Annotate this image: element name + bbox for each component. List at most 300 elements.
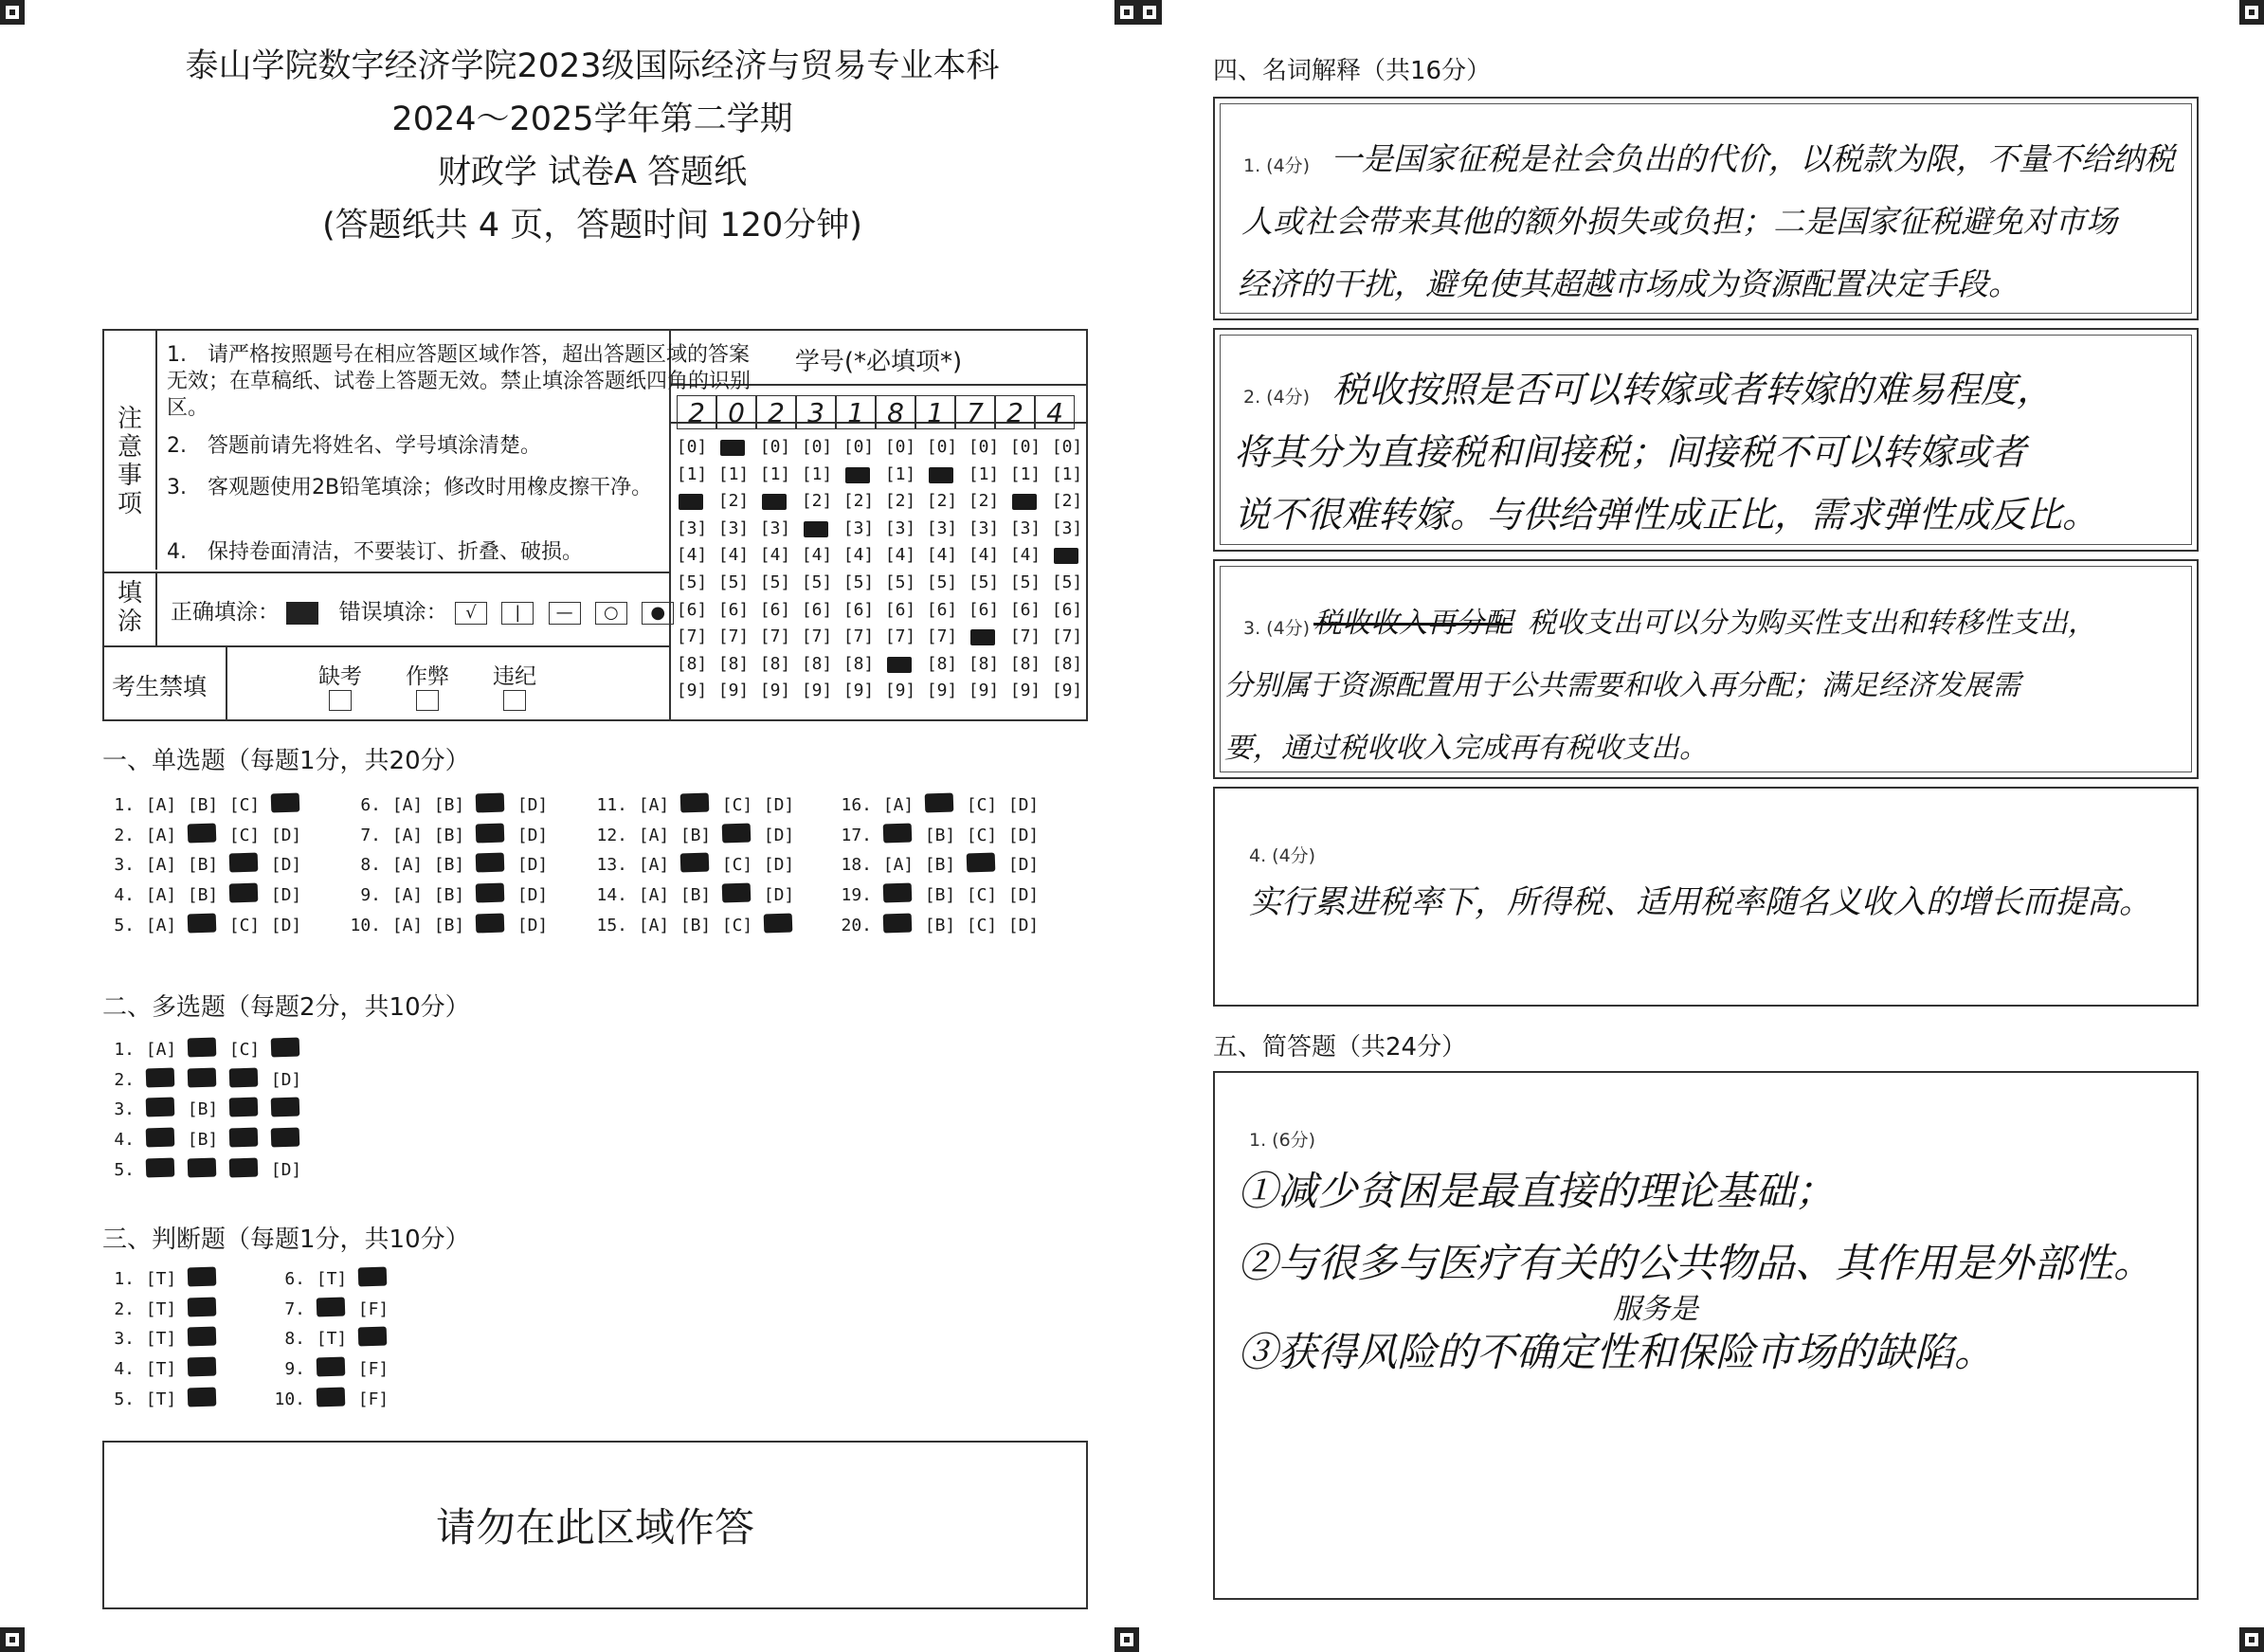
- answer-bubble[interactable]: [265, 1099, 307, 1119]
- answer-bubble[interactable]: [182, 1070, 224, 1090]
- answer-bubble[interactable]: [C]: [228, 1040, 261, 1061]
- student-id-bubble[interactable]: [0]: [842, 437, 875, 457]
- student-id-bubble[interactable]: [9]: [676, 681, 708, 701]
- student-id-bubble[interactable]: [2]: [926, 491, 958, 512]
- answer-bubble[interactable]: [T]: [316, 1269, 348, 1290]
- answer-bubble[interactable]: [716, 885, 758, 905]
- single-question-row: [832, 821, 1044, 851]
- title-line-3: 财政学 试卷A 答题纸: [437, 154, 748, 191]
- answer-bubble[interactable]: [182, 1329, 224, 1349]
- question-number: 3.: [114, 855, 135, 876]
- answer-bubble[interactable]: [182, 1269, 224, 1289]
- student-id-bubble[interactable]: [9]: [1051, 681, 1083, 701]
- student-id-bubble[interactable]: [3]: [1051, 517, 1083, 538]
- student-id-bubble[interactable]: [3]: [759, 517, 791, 538]
- student-id-bubble[interactable]: [4]: [926, 545, 958, 566]
- question-number: 2.: [114, 1069, 135, 1090]
- student-id-bubble[interactable]: [3]: [676, 517, 708, 538]
- answer-bubble[interactable]: [D]: [516, 915, 549, 935]
- single-question-row: [341, 850, 553, 880]
- multi-column: [95, 1035, 307, 1185]
- answer-bubble[interactable]: [B]: [187, 1099, 219, 1120]
- answer-bubble[interactable]: [C]: [721, 795, 753, 816]
- student-id-bubble[interactable]: [9]: [968, 681, 1000, 701]
- student-id-digit[interactable]: 0: [716, 395, 756, 429]
- student-id-bubble[interactable]: [754, 491, 796, 518]
- student-id-bubble[interactable]: [879, 654, 921, 681]
- question-number: 9.: [360, 885, 381, 906]
- student-id-bubble[interactable]: [5]: [884, 572, 916, 592]
- student-id-bubble-grid[interactable]: [671, 437, 1088, 708]
- student-id-bubble[interactable]: [4]: [717, 545, 750, 566]
- student-id-bubble[interactable]: [4]: [801, 545, 833, 566]
- answer-bubble[interactable]: [878, 885, 919, 905]
- student-id-bubble[interactable]: [7]: [926, 626, 958, 647]
- student-id-bubble[interactable]: [9]: [1009, 681, 1041, 701]
- answer-bubble[interactable]: [B]: [679, 885, 712, 906]
- student-id-bubble[interactable]: [5]: [968, 572, 1000, 592]
- answer-bubble[interactable]: [T]: [145, 1389, 177, 1409]
- answer-bubble[interactable]: [224, 1099, 265, 1119]
- answer-bubble[interactable]: [A]: [145, 825, 177, 845]
- notice-item-2: 2. 答题前请先将姓名、学号填涂清楚。: [167, 434, 541, 458]
- multi-question-row: [95, 1035, 307, 1065]
- answer-bubble[interactable]: [182, 1359, 224, 1379]
- student-id-bubble[interactable]: [5]: [676, 572, 708, 592]
- student-id-bubble[interactable]: [6]: [884, 599, 916, 620]
- notice-item-3: 3. 客观题使用2B铅笔填涂；修改时用橡皮擦干净。: [167, 476, 653, 499]
- answer-bubble[interactable]: [C]: [966, 795, 998, 816]
- answer-bubble[interactable]: [A]: [638, 855, 670, 876]
- answer-bubble[interactable]: [B]: [187, 885, 219, 906]
- absent-checkbox-icon: [329, 690, 352, 711]
- answer-bubble[interactable]: [A]: [391, 915, 424, 935]
- answer-bubble[interactable]: [A]: [391, 825, 424, 845]
- question-number: 11.: [596, 795, 627, 816]
- student-id-bubble[interactable]: [4]: [676, 545, 708, 566]
- answer-bubble[interactable]: [D]: [1007, 915, 1040, 935]
- student-id-digit[interactable]: 4: [1035, 395, 1075, 429]
- student-id-bubble[interactable]: [7]: [801, 626, 833, 647]
- answer-bubble[interactable]: [224, 1070, 265, 1090]
- answer-bubble[interactable]: [D]: [516, 855, 549, 876]
- answer-bubble[interactable]: [470, 795, 512, 815]
- student-id-bubble[interactable]: [2]: [968, 491, 1000, 512]
- student-id-bubble[interactable]: [3]: [1009, 517, 1041, 538]
- question-number: 8.: [284, 1329, 305, 1350]
- student-id-bubble[interactable]: [0]: [759, 437, 791, 457]
- student-id-bubble[interactable]: [4]: [759, 545, 791, 566]
- student-id-bubble[interactable]: [6]: [676, 599, 708, 620]
- student-id-bubble[interactable]: [2]: [717, 491, 750, 512]
- answer-bubble[interactable]: [C]: [721, 855, 753, 876]
- answer-bubble[interactable]: [224, 1130, 265, 1150]
- multi-question-row: [95, 1065, 307, 1096]
- answer-bubble[interactable]: [A]: [145, 915, 177, 935]
- answer-bubble[interactable]: [D]: [516, 885, 549, 906]
- answer-bubble[interactable]: [D]: [763, 825, 795, 845]
- term-1-line-1: 一是国家征税是社会负出的代价，以税款为限，不量不给纳税: [1331, 140, 2175, 177]
- answer-bubble[interactable]: [T]: [145, 1329, 177, 1350]
- student-id-bubble-row: [671, 491, 1088, 518]
- student-id-bubble[interactable]: [7]: [717, 626, 750, 647]
- answer-bubble[interactable]: [A]: [145, 885, 177, 906]
- answer-bubble[interactable]: [265, 795, 307, 815]
- answer-bubble[interactable]: [B]: [433, 855, 465, 876]
- short-1-line-3: ③获得风险的不确定性和保险市场的缺陷。: [1238, 1329, 1995, 1375]
- answer-sheet-page-left: [0, 0, 1118, 1652]
- forbid-violation[interactable]: 违纪: [493, 659, 536, 717]
- answer-bubble[interactable]: [A]: [882, 795, 915, 816]
- forbid-absent[interactable]: 缺考: [318, 659, 362, 717]
- student-id-bubble[interactable]: [1]: [759, 463, 791, 484]
- student-id-bubble-row: [671, 654, 1088, 681]
- answer-bubble[interactable]: [D]: [270, 885, 302, 906]
- answer-bubble[interactable]: [182, 1160, 224, 1180]
- single-question-row: [588, 790, 800, 821]
- student-id-bubble[interactable]: [7]: [1051, 626, 1083, 647]
- student-id-digit[interactable]: 7: [955, 395, 995, 429]
- student-id-bubble[interactable]: [6]: [968, 599, 1000, 620]
- answer-bubble[interactable]: [182, 1389, 224, 1409]
- student-id-bubble[interactable]: [2]: [801, 491, 833, 512]
- answer-bubble[interactable]: [878, 826, 919, 845]
- answer-bubble[interactable]: [140, 1130, 182, 1150]
- answer-bubble[interactable]: [311, 1299, 353, 1319]
- answer-bubble[interactable]: [D]: [1007, 885, 1040, 906]
- student-id-bubble[interactable]: [8]: [1051, 653, 1083, 674]
- answer-bubble[interactable]: [D]: [270, 915, 302, 935]
- student-id-bubble[interactable]: [6]: [759, 599, 791, 620]
- student-id-bubble[interactable]: [0]: [1051, 437, 1083, 457]
- student-id-bubble[interactable]: [0]: [801, 437, 833, 457]
- student-id-bubble[interactable]: [1]: [801, 463, 833, 484]
- student-id-bubble[interactable]: [8]: [801, 653, 833, 674]
- single-question-row: [588, 910, 800, 940]
- judge-question-row: [265, 1354, 394, 1385]
- answer-bubble[interactable]: [B]: [679, 915, 712, 935]
- student-id-bubble[interactable]: [3]: [842, 517, 875, 538]
- student-id-bubble[interactable]: [0]: [884, 437, 916, 457]
- term-answer-box-4[interactable]: [1213, 787, 2199, 1007]
- answer-bubble[interactable]: [T]: [145, 1298, 177, 1319]
- question-number: 9.: [284, 1359, 305, 1380]
- student-id-bubble[interactable]: [8]: [1009, 653, 1041, 674]
- student-id-digit[interactable]: 1: [915, 395, 955, 429]
- answer-bubble[interactable]: [D]: [270, 825, 302, 845]
- question-number: 4.: [114, 1130, 135, 1151]
- wrong-mark-bar-icon: |: [501, 602, 534, 625]
- student-id-digit[interactable]: 3: [796, 395, 836, 429]
- question-number: 16.: [841, 795, 872, 816]
- answer-bubble[interactable]: [A]: [638, 795, 670, 816]
- question-number: 10.: [274, 1389, 305, 1409]
- student-id-bubble[interactable]: [8]: [717, 653, 750, 674]
- answer-bubble[interactable]: [T]: [316, 1329, 348, 1350]
- student-id-bubble[interactable]: [0]: [1009, 437, 1041, 457]
- student-id-digit[interactable]: 2: [677, 395, 716, 429]
- answer-bubble[interactable]: [470, 855, 512, 875]
- student-id-bubble[interactable]: [796, 518, 838, 546]
- student-id-bubble[interactable]: [8]: [968, 653, 1000, 674]
- answer-bubble[interactable]: [353, 1329, 394, 1349]
- student-id-bubble[interactable]: [5]: [1051, 572, 1083, 592]
- student-id-bubble[interactable]: [4]: [1009, 545, 1041, 566]
- answer-bubble[interactable]: [F]: [357, 1298, 389, 1319]
- answer-bubble[interactable]: [D]: [1007, 855, 1040, 876]
- question-number: 7.: [284, 1298, 305, 1319]
- question-number: 5.: [114, 1389, 135, 1409]
- answer-bubble[interactable]: [C]: [228, 915, 261, 935]
- answer-bubble[interactable]: [265, 1130, 307, 1150]
- answer-bubble[interactable]: [919, 795, 961, 815]
- student-id-digits[interactable]: [677, 395, 1075, 429]
- question-number: 2.: [114, 825, 135, 845]
- question-number: 17.: [841, 825, 872, 845]
- student-id-bubble[interactable]: [1]: [968, 463, 1000, 484]
- answer-bubble[interactable]: [D]: [270, 1069, 302, 1090]
- judge-question-row: [95, 1384, 224, 1414]
- answer-bubble[interactable]: [B]: [187, 795, 219, 816]
- answer-bubble[interactable]: [C]: [721, 915, 753, 935]
- student-id-bubble[interactable]: [4]: [968, 545, 1000, 566]
- student-id-bubble[interactable]: [671, 491, 713, 518]
- answer-bubble[interactable]: [675, 855, 716, 875]
- student-id-digit[interactable]: 8: [876, 395, 915, 429]
- student-id-bubble[interactable]: [5]: [1009, 572, 1041, 592]
- term-answer-box-3[interactable]: [1213, 559, 2199, 779]
- no-answer-area: 请勿在此区域作答: [102, 1441, 1088, 1609]
- student-id-bubble-row: [671, 518, 1088, 546]
- student-id-bubble[interactable]: [9]: [926, 681, 958, 701]
- answer-bubble[interactable]: [D]: [763, 855, 795, 876]
- violation-checkbox-icon: [503, 690, 526, 711]
- term-answer-box-2[interactable]: [1213, 328, 2199, 552]
- answer-bubble[interactable]: [961, 855, 1003, 875]
- short-1-line-2: ②与很多与医疗有关的公共物品、其作用是外部性。: [1238, 1240, 2154, 1286]
- answer-bubble[interactable]: [716, 826, 758, 845]
- answer-bubble[interactable]: [B]: [433, 795, 465, 816]
- answer-bubble[interactable]: [140, 1099, 182, 1119]
- student-id-bubble[interactable]: [1]: [717, 463, 750, 484]
- answer-bubble[interactable]: [B]: [433, 915, 465, 935]
- student-id-bubble[interactable]: [1]: [1051, 463, 1083, 484]
- answer-bubble[interactable]: [C]: [966, 915, 998, 935]
- answer-bubble[interactable]: [C]: [966, 885, 998, 906]
- answer-bubble[interactable]: [182, 1299, 224, 1319]
- answer-bubble[interactable]: [470, 885, 512, 905]
- answer-bubble[interactable]: [D]: [270, 1159, 302, 1180]
- student-id-bubble[interactable]: [8]: [759, 653, 791, 674]
- student-id-bubble[interactable]: [4]: [842, 545, 875, 566]
- answer-bubble[interactable]: [224, 855, 265, 875]
- answer-bubble[interactable]: [F]: [357, 1359, 389, 1380]
- answer-bubble[interactable]: [182, 1040, 224, 1060]
- answer-bubble[interactable]: [A]: [145, 1040, 177, 1061]
- answer-bubble[interactable]: [A]: [638, 915, 670, 935]
- term-answer-box-1[interactable]: [1213, 97, 2199, 320]
- question-number: 8.: [360, 855, 381, 876]
- student-id-bubble[interactable]: [5]: [842, 572, 875, 592]
- student-id-bubble[interactable]: [5]: [801, 572, 833, 592]
- term-1-line-3: 经济的干扰，避免使其超越市场成为资源配置决定手段。: [1238, 265, 2019, 302]
- student-id-bubble[interactable]: [7]: [676, 626, 708, 647]
- student-id-bubble[interactable]: [1046, 545, 1088, 572]
- student-id-bubble[interactable]: [0]: [926, 437, 958, 457]
- answer-bubble[interactable]: [A]: [882, 855, 915, 876]
- answer-bubble[interactable]: [D]: [763, 885, 795, 906]
- answer-bubble[interactable]: [224, 1160, 265, 1180]
- answer-bubble[interactable]: [311, 1359, 353, 1379]
- student-id-bubble[interactable]: [6]: [926, 599, 958, 620]
- student-id-bubble[interactable]: [6]: [717, 599, 750, 620]
- answer-bubble[interactable]: [B]: [187, 855, 219, 876]
- answer-bubble[interactable]: [878, 916, 919, 935]
- corner-marker-icon: [2239, 1627, 2264, 1652]
- wrong-mark-dot-icon: ●: [642, 602, 674, 625]
- answer-bubble[interactable]: [D]: [516, 825, 549, 845]
- student-id-bubble[interactable]: [4]: [884, 545, 916, 566]
- answer-bubble[interactable]: [A]: [145, 795, 177, 816]
- student-id-bubble[interactable]: [838, 464, 879, 492]
- answer-bubble[interactable]: [D]: [516, 795, 549, 816]
- corner-marker-icon: [1114, 1627, 1139, 1652]
- question-number: 1.: [114, 1269, 135, 1290]
- corner-marker-icon: [1137, 0, 1162, 25]
- answer-bubble[interactable]: [470, 826, 512, 845]
- answer-bubble[interactable]: [A]: [391, 885, 424, 906]
- student-id-bubble[interactable]: [921, 464, 963, 492]
- answer-bubble[interactable]: [B]: [679, 825, 712, 845]
- student-id-bubble[interactable]: [8]: [926, 653, 958, 674]
- answer-bubble[interactable]: [C]: [966, 825, 998, 845]
- student-id-digit[interactable]: 1: [836, 395, 876, 429]
- forbid-cheat[interactable]: 作弊: [406, 659, 449, 717]
- student-id-bubble[interactable]: [0]: [676, 437, 708, 457]
- student-id-bubble[interactable]: [6]: [1009, 599, 1041, 620]
- answer-bubble[interactable]: [A]: [391, 855, 424, 876]
- answer-bubble[interactable]: [353, 1269, 394, 1289]
- answer-bubble[interactable]: [D]: [1007, 795, 1040, 816]
- answer-bubble[interactable]: [A]: [638, 885, 670, 906]
- answer-bubble[interactable]: [F]: [357, 1389, 389, 1409]
- student-id-bubble[interactable]: [3]: [926, 517, 958, 538]
- corner-marker-icon: [2239, 0, 2264, 25]
- answer-bubble[interactable]: [B]: [924, 855, 956, 876]
- section-single-title: 一、单选题（每题1分，共20分）: [102, 747, 470, 775]
- notice-side-label: 注 意 事 项: [117, 405, 142, 518]
- student-id-bubble[interactable]: [8]: [842, 653, 875, 674]
- judge-question-row: [95, 1324, 224, 1354]
- student-id-bubble[interactable]: [9]: [884, 681, 916, 701]
- short-answer-box-1[interactable]: [1213, 1071, 2199, 1600]
- answer-bubble[interactable]: [470, 916, 512, 935]
- answer-bubble[interactable]: [311, 1389, 353, 1409]
- question-number: 18.: [841, 855, 872, 876]
- student-id-bubble[interactable]: [2]: [1051, 491, 1083, 512]
- answer-bubble[interactable]: [A]: [145, 855, 177, 876]
- student-id-bubble[interactable]: [2]: [842, 491, 875, 512]
- student-id-bubble[interactable]: [9]: [842, 681, 875, 701]
- student-id-bubble[interactable]: [9]: [759, 681, 791, 701]
- answer-bubble[interactable]: [A]: [391, 795, 424, 816]
- answer-bubble[interactable]: [D]: [270, 855, 302, 876]
- student-id-bubble[interactable]: [8]: [676, 653, 708, 674]
- answer-bubble[interactable]: [B]: [924, 915, 956, 935]
- judge-question-row: [265, 1295, 394, 1325]
- answer-bubble[interactable]: [758, 916, 800, 935]
- answer-bubble[interactable]: [224, 885, 265, 905]
- notice-item-4: 4. 保持卷面清洁，不要装订、折叠、破损。: [167, 540, 583, 564]
- student-id-bubble[interactable]: [5]: [926, 572, 958, 592]
- answer-bubble[interactable]: [T]: [145, 1359, 177, 1380]
- student-id-bubble[interactable]: [3]: [968, 517, 1000, 538]
- notice-item-1: 1. 请严格按照题号在相应答题区域作答，超出答题区域的答案无效；在草稿纸、试卷上答题无效。禁止填涂答题纸四角的识别区。: [167, 343, 752, 420]
- student-id-bubble[interactable]: [0]: [968, 437, 1000, 457]
- answer-bubble[interactable]: [182, 826, 224, 845]
- student-id-bubble[interactable]: [1]: [1009, 463, 1041, 484]
- answer-bubble[interactable]: [182, 916, 224, 935]
- student-id-bubble[interactable]: [6]: [1051, 599, 1083, 620]
- answer-bubble[interactable]: [B]: [433, 825, 465, 845]
- corner-marker-icon: [1114, 0, 1139, 25]
- answer-bubble[interactable]: [B]: [433, 885, 465, 906]
- student-id-bubble[interactable]: [6]: [801, 599, 833, 620]
- student-id-digit[interactable]: 2: [995, 395, 1035, 429]
- student-id-bubble[interactable]: [1]: [676, 463, 708, 484]
- student-id-bubble[interactable]: [9]: [717, 681, 750, 701]
- student-id-bubble[interactable]: [963, 626, 1005, 654]
- forbid-label: 考生禁填: [112, 673, 208, 700]
- answer-bubble[interactable]: [140, 1070, 182, 1090]
- student-id-bubble[interactable]: [5]: [759, 572, 791, 592]
- answer-bubble[interactable]: [A]: [638, 825, 670, 845]
- single-question-row: [588, 880, 800, 911]
- student-id-bubble[interactable]: [6]: [842, 599, 875, 620]
- answer-bubble[interactable]: [265, 1040, 307, 1060]
- answer-bubble[interactable]: [C]: [228, 795, 261, 816]
- single-question-row: [588, 850, 800, 880]
- student-id-bubble[interactable]: [7]: [884, 626, 916, 647]
- answer-bubble[interactable]: [B]: [924, 825, 956, 845]
- term-4-line-1: 实行累进税率下，所得税、适用税率随名义收入的增长而提高。: [1249, 883, 2151, 921]
- answer-bubble[interactable]: [D]: [763, 795, 795, 816]
- answer-bubble[interactable]: [675, 795, 716, 815]
- student-id-bubble[interactable]: [1]: [884, 463, 916, 484]
- student-id-bubble[interactable]: [3]: [884, 517, 916, 538]
- single-question-row: [588, 821, 800, 851]
- student-id-bubble[interactable]: [7]: [759, 626, 791, 647]
- student-id-bubble[interactable]: [3]: [717, 517, 750, 538]
- student-id-bubble[interactable]: [1005, 491, 1046, 518]
- student-id-bubble[interactable]: [7]: [1009, 626, 1041, 647]
- student-id-bubble[interactable]: [7]: [842, 626, 875, 647]
- answer-bubble[interactable]: [T]: [145, 1269, 177, 1290]
- answer-bubble[interactable]: [B]: [187, 1130, 219, 1151]
- answer-bubble[interactable]: [C]: [228, 825, 261, 845]
- question-number: 4.: [114, 1359, 135, 1380]
- question-number: 6.: [284, 1269, 305, 1290]
- student-id-bubble[interactable]: [713, 437, 754, 464]
- answer-bubble[interactable]: [B]: [924, 885, 956, 906]
- single-question-row: [95, 910, 307, 940]
- student-id-bubble[interactable]: [9]: [801, 681, 833, 701]
- answer-bubble[interactable]: [D]: [1007, 825, 1040, 845]
- answer-bubble[interactable]: [140, 1160, 182, 1180]
- student-id-bubble[interactable]: [5]: [717, 572, 750, 592]
- student-id-digit[interactable]: 2: [756, 395, 796, 429]
- student-id-bubble[interactable]: [2]: [884, 491, 916, 512]
